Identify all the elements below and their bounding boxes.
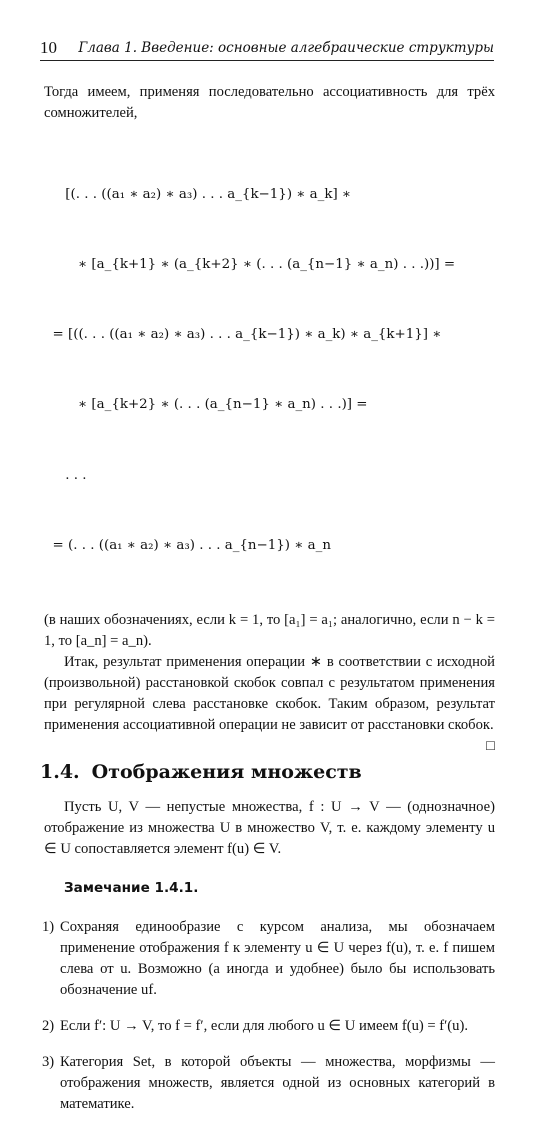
page-number: 10 [40, 38, 57, 57]
math-line-3: = [((. . . ((a₁ ∗ a₂) ∗ a₃) . . . a_{k−1}) ∗ a_k) ∗ a_{k+1}] ∗ [44, 327, 442, 343]
section-number: 1.4. [40, 761, 80, 784]
page-body [40, 82, 495, 1130]
conclusion-text: Итак, результат применения операции ∗ в соответствии с исходной (произвольной) расстановкой скобок совпал с результатом применения при регулярной слева расстановке скобок. Таким образом, результат применения ассоциативной операции не зависит от расстановки скобок. [44, 654, 495, 734]
list-item-number: 3) [42, 1054, 55, 1071]
math-line-1: [(. . . ((a₁ ∗ a₂) ∗ a₃) . . . a_{k−1}) ∗ a_k] ∗ [44, 186, 352, 202]
list-item [44, 1016, 495, 1037]
list-item-text: Если f′: U → V, то f = f′, если для любого u ∈ U имеем f(u) = f′(u). [60, 1018, 468, 1035]
list-item-number: 1) [42, 919, 55, 936]
running-header [40, 38, 494, 61]
list-item [44, 1052, 495, 1115]
list-item-text: Сохраняя единообразие с курсом анализа, мы обозначаем применение отображения f к элементу u ∈ U через f(u), т. е. f пишем слева от u. Возможно (а иногда и удобнее) было бы использовать обозначение uf. [60, 919, 495, 999]
list-item-number: 2) [42, 1018, 55, 1035]
list-item-text: Категория Set, в которой объекты — множества, морфизмы — отображения множеств, является одной из основных категорий в математике. [60, 1054, 495, 1113]
conclusion-paragraph [44, 652, 495, 755]
intro-paragraph: Тогда имеем, применяя последовательно ассоциативность для трёх сомножителей, [44, 84, 495, 121]
math-display [44, 136, 495, 604]
remark-list [44, 917, 495, 1115]
section-title: Отображения множеств [91, 761, 362, 784]
math-line-4: ∗ [a_{k+2} ∗ (. . . (a_{n−1} ∗ a_n) . . .)] = [44, 397, 368, 413]
after-display-paragraph: (в наших обозначениях, если k = 1, то [a₁] = a₁; аналогично, если n − k = 1, то [a_n] = a_n). [44, 612, 495, 650]
remark-title: Замечание 1.4.1. [64, 880, 199, 897]
math-line-2: ∗ [a_{k+1} ∗ (a_{k+2} ∗ (. . . (a_{n−1} ∗ a_n) . . .))] = [44, 257, 456, 273]
section-paragraph: Пусть U, V — непустые множества, f : U → V — (однозначное) отображение из множества U в множество V, т. е. каждому элементу u ∈ U сопоставляется элемент f(u) ∈ V. [44, 799, 495, 858]
math-line-6: = (. . . ((a₁ ∗ a₂) ∗ a₃) . . . a_{n−1}) ∗ a_n [44, 537, 331, 553]
qed-icon: □ [486, 738, 495, 755]
list-item [44, 917, 495, 1001]
section-heading [40, 762, 495, 783]
running-title: Глава 1. Введение: основные алгебраические структуры [78, 40, 494, 56]
math-line-5: . . . [44, 467, 87, 483]
